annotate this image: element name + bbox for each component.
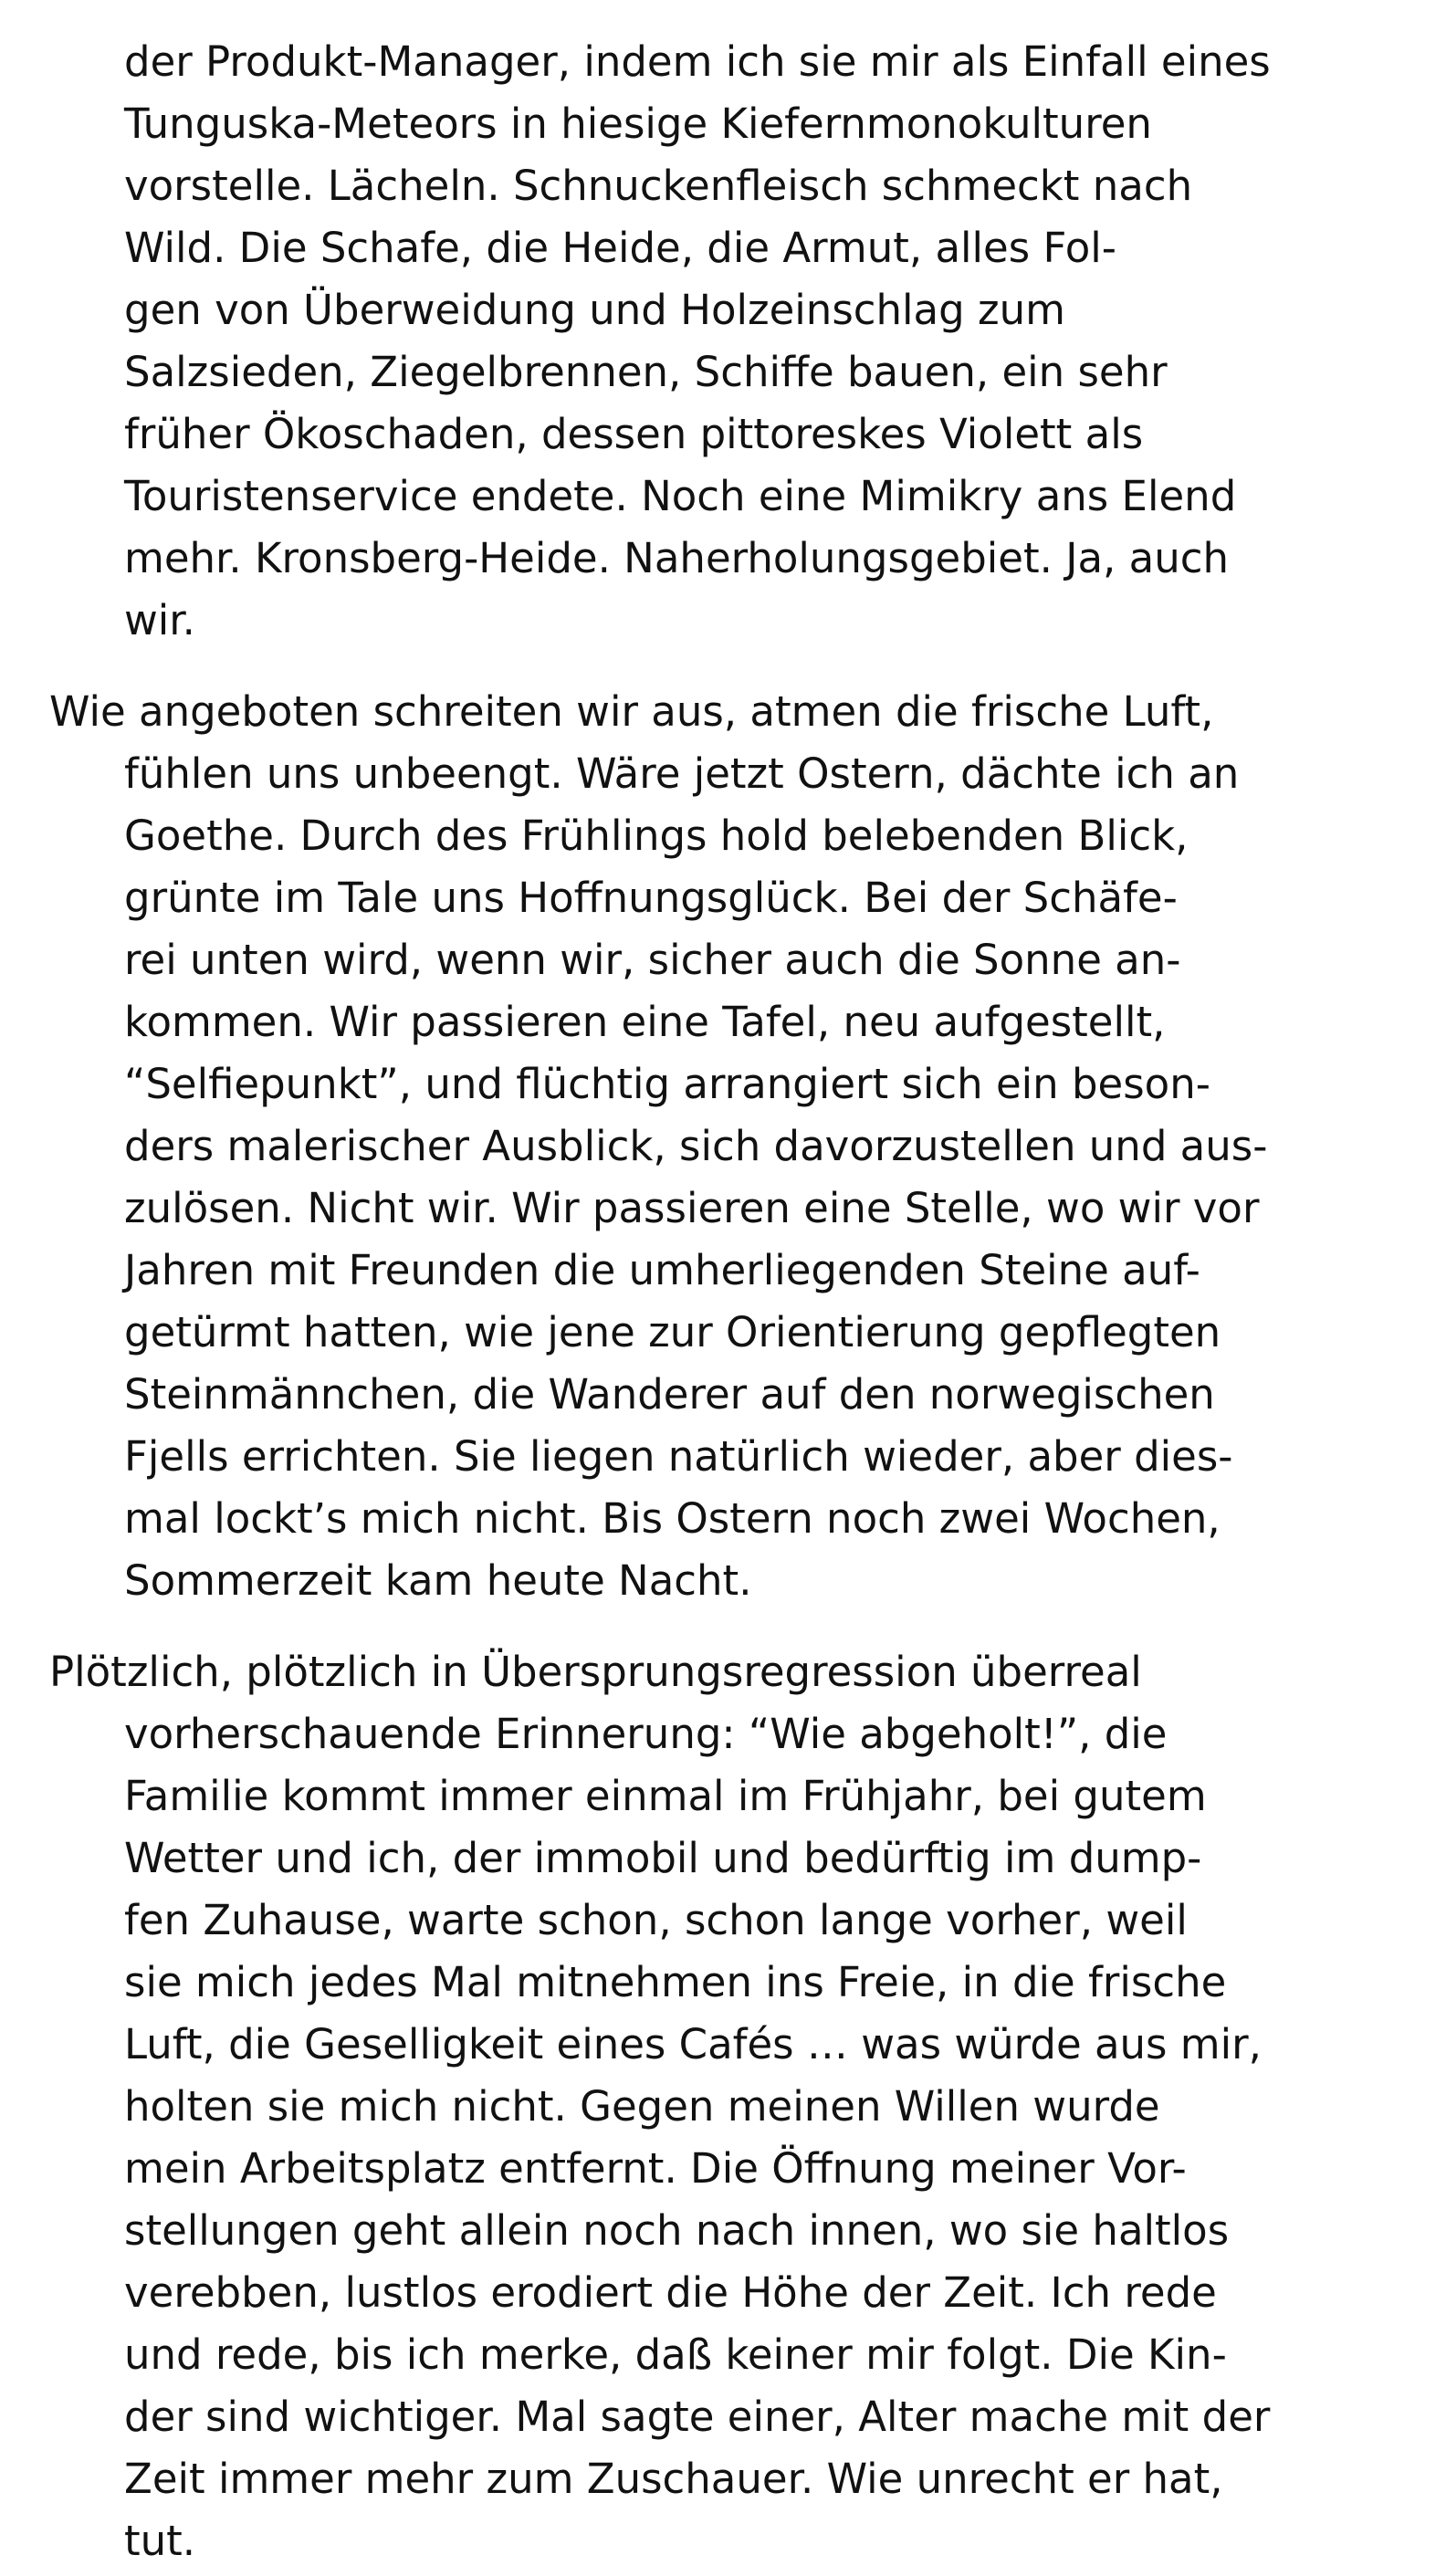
text-line: grünte im Tale uns Hoffnungsglück. Bei der Schäfe- [124,874,1178,922]
text-line: mal lockt’s mich nicht. Bis Ostern noch zwei Wochen, [124,1494,1221,1543]
text-line: Wild. Die Schafe, die Heide, die Armut, alles Fol- [124,224,1117,272]
text-line: der Produkt-Manager, indem ich sie mir als Einfall eines [124,37,1271,86]
text-line: fühlen uns unbeengt. Wäre jetzt Ostern, dächte ich an [124,749,1240,798]
text-line: holten sie mich nicht. Gegen meinen Willen wurde [124,2082,1160,2131]
text-line: Luft, die Geselligkeit eines Cafés … was würde aus mir, [124,2020,1262,2068]
text-line: Sommerzeit kam heute Nacht. [124,1556,752,1605]
text-line: mehr. Kronsberg-Heide. Naherholungsgebiet. Ja, auch [124,534,1230,582]
text-line: wir. [124,596,195,644]
text-line: und rede, bis ich merke, daß keiner mir folgt. Die Kin- [124,2330,1227,2379]
text-line: Touristenservice endete. Noch eine Mimikry ans Elend [124,472,1237,520]
text-line: der sind wichtiger. Mal sagte einer, Alter mache mit der [124,2393,1271,2441]
text-line: verebben, lustlos erodiert die Höhe der Zeit. Ich rede [124,2268,1217,2317]
text-line: Steinmännchen, die Wanderer auf den norwegischen [124,1370,1215,1419]
text-line: getürmt hatten, wie jene zur Orientierung gepflegten [124,1308,1221,1356]
text-line: rei unten wird, wenn wir, sicher auch die Sonne an- [124,936,1181,984]
text-line: vorherschauende Erinnerung: “Wie abgeholt!”, die [124,1710,1168,1758]
text-line: gen von Überweidung und Holzeinschlag zum [124,286,1065,334]
text-line: Wetter und ich, der immobil und bedürftig im dump- [124,1834,1202,1882]
text-line: tut. [124,2517,196,2565]
text-line: fen Zuhause, warte schon, schon lange vorher, weil [124,1896,1188,1944]
text-line: früher Ökoschaden, dessen pittoreskes Violett als [124,410,1144,458]
text-line: zulösen. Nicht wir. Wir passieren eine Stelle, wo wir vor [124,1184,1260,1232]
text-line: Familie kommt immer einmal im Frühjahr, bei gutem [124,1772,1207,1820]
text-line: kommen. Wir passieren eine Tafel, neu aufgestellt, [124,998,1166,1046]
text-line: vorstelle. Lächeln. Schnuckenfleisch schmeckt nach [124,162,1193,210]
text-line: Tunguska-Meteors in hiesige Kiefernmonokulturen [124,99,1152,148]
text-line: Plötzlich, plötzlich in Übersprungsregression überreal [49,1648,1142,1696]
text-line: Goethe. Durch des Frühlings hold belebenden Blick, [124,812,1189,860]
text-line: Fjells errichten. Sie liegen natürlich wieder, aber dies- [124,1432,1233,1481]
text-line: ders malerischer Ausblick, sich davorzustellen und aus- [124,1122,1268,1170]
text-line: Jahren mit Freunden die umherliegenden Steine auf- [124,1246,1200,1294]
text-line: sie mich jedes Mal mitnehmen ins Freie, in die frische [124,1958,1227,2006]
text-line: “Selfiepunkt”, und flüchtig arrangiert sich ein beson- [124,1060,1210,1108]
text-line: Zeit immer mehr zum Zuschauer. Wie unrecht er hat, [124,2455,1223,2503]
text-line: Wie angeboten schreiten wir aus, atmen die frische Luft, [49,687,1214,736]
text-line: Salzsieden, Ziegelbrennen, Schiffe bauen, ein sehr [124,348,1168,396]
text-line: mein Arbeitsplatz entfernt. Die Öffnung meiner Vor- [124,2144,1187,2193]
text-line: stellungen geht allein noch nach innen, wo sie haltlos [124,2206,1230,2255]
